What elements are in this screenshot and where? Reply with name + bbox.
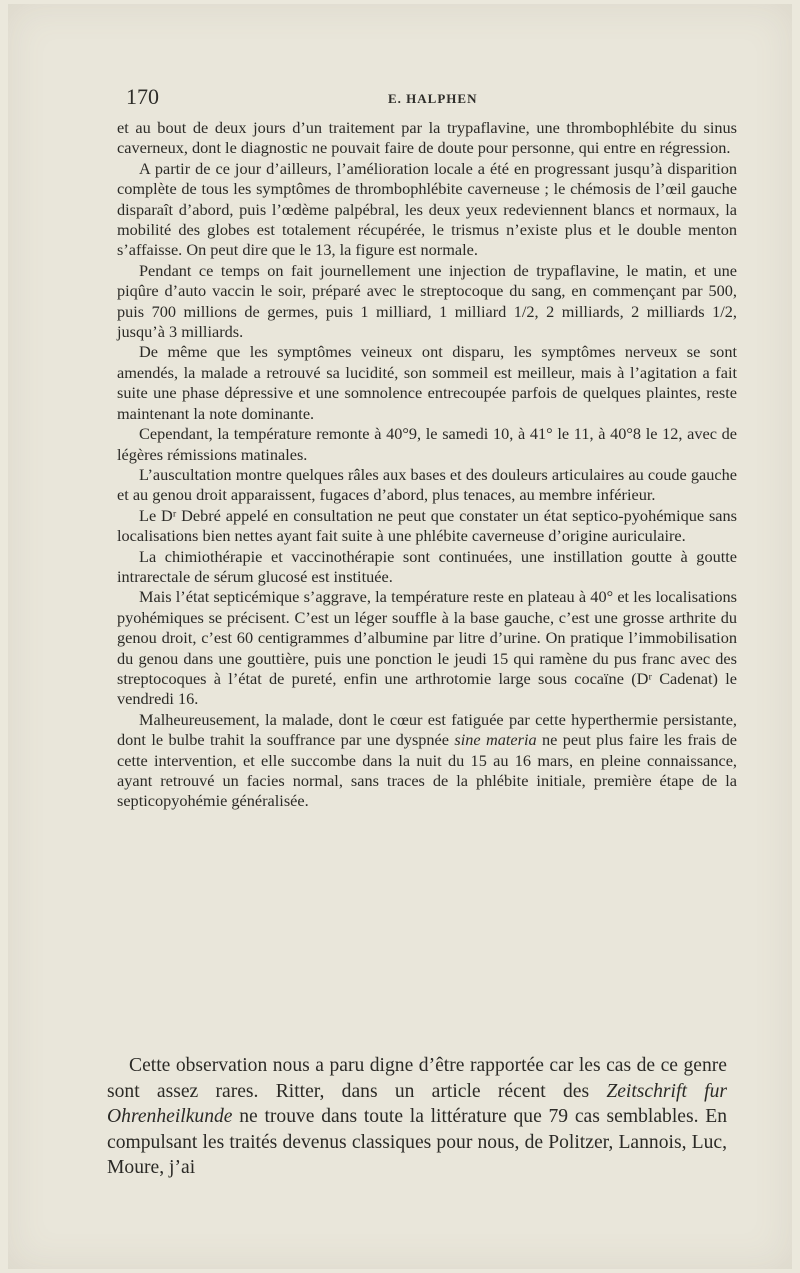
paragraph (117, 710, 737, 812)
paragraph: De même que les symptômes veineux ont disparu, les symptômes nerveux se sont amendés, la malade a retrouvé sa lucidité, son sommeil est meilleur, mais à l’agitation a fait suite une phase dépressive et une somnolence entrecoupée parfois de quelques plaintes, reste maintenant la note dominante. (117, 342, 737, 423)
observation-text (117, 118, 737, 812)
paragraph: La chimiothérapie et vaccinothérapie sont continuées, une instillation goutte à goutte intrarectale de sérum glucosé est instituée. (117, 546, 737, 586)
paragraph: Le Dʳ Debré appelé en consultation ne peut que constater un état septico-pyohémique sans localisations bien nettes ayant fait suite à une phlébite caverneuse d’origine auriculaire. (117, 505, 737, 546)
page-number: 170 (126, 84, 159, 109)
paragraph: Mais l’état septicémique s’aggrave, la température reste en plateau à 40° et les localisations pyohémiques se précisent. C’est un léger souffle à la base gauche, c’est une grosse arthrite du genou droit, c’est 60 centigrammes d’albumine par litre d’urine. On pratique l’immobilisation du genou dans une gouttière, puis une ponction le jeudi 15 qui ramène du pus franc avec des streptocoques à l’état de pureté, enfin une arthrotomie large sous cocaïne (Dʳ Cadenat) le vendredi 16. (117, 587, 737, 709)
running-head: E. HALPHEN (388, 91, 478, 106)
page-header (126, 84, 746, 114)
paragraph: L’auscultation montre quelques râles aux bases et des douleurs articulaires au coude gauche et au genou droit apparaissent, fugaces d’abord, plus tenaces, au membre inférieur. (117, 464, 737, 505)
paragraph-text: Cette observation nous a paru digne d’être rapportée car les cas de ce genre sont assez rares. Ritter, dans un article récent des (107, 1055, 727, 1102)
conclusion-text (107, 1053, 727, 1181)
paragraph: A partir de ce jour d’ailleurs, l’amélioration locale a été en progressant jusqu’à disparition complète de tous les symptômes de thrombophlébite caverneuse ; le chémosis de l’œil gauche disparaît d’abord, puis l’œdème palpébral, les deux yeux redeviennent blancs et normaux, la mobilité des globes est totalement récupérée, le trismus n’existe plus et le double menton s’affaisse. On peut dire que le 13, la figure est normale. (117, 158, 737, 260)
italic-phrase: sine materia (454, 730, 537, 750)
paragraph (107, 1053, 727, 1181)
paragraph: Pendant ce temps on fait journellement une injection de trypaflavine, le matin, et une piqûre d’auto vaccin le soir, préparé avec le streptocoque du sang, en commençant par 500, puis 700 millions de germes, puis 1 milliard, 1 milliard 1/2, 2 milliards, 2 milliards 1/2, jusqu’à 3 milliards. (117, 260, 737, 342)
paragraph: et au bout de deux jours d’un traitement par la trypaflavine, une thrombophlébite du sinus caverneux, dont le diagnostic ne pouvait faire de doute pour personne, qui entre en régression. (117, 118, 737, 158)
journal-title: Zeitschrift fur Ohrenheilkunde (107, 1080, 727, 1128)
paragraph: Cependant, la température remonte à 40°9, le samedi 10, à 41° le 11, à 40°8 le 12, avec de légères rémissions matinales. (117, 424, 737, 464)
paragraph-text: ne peut plus faire les frais de cette intervention, et elle succombe dans la nuit du 15 au 16 mars, en pleine connaissance, ayant retrouvé un facies normal, sans traces de la phlébite initiale, première étape de la septicopyohémie généralisée. (117, 730, 737, 811)
paragraph-text: ne trouve dans toute la littérature que 79 cas semblables. En compulsant les traités devenus classiques pour nous, de Politzer, Lannois, Luc, Moure, j’ai (107, 1106, 727, 1179)
paragraph-text: Malheureusement, la malade, dont le cœur est fatiguée par cette hyperthermie persistante, dont le bulbe trahit la souffrance par une dyspnée (117, 709, 737, 750)
